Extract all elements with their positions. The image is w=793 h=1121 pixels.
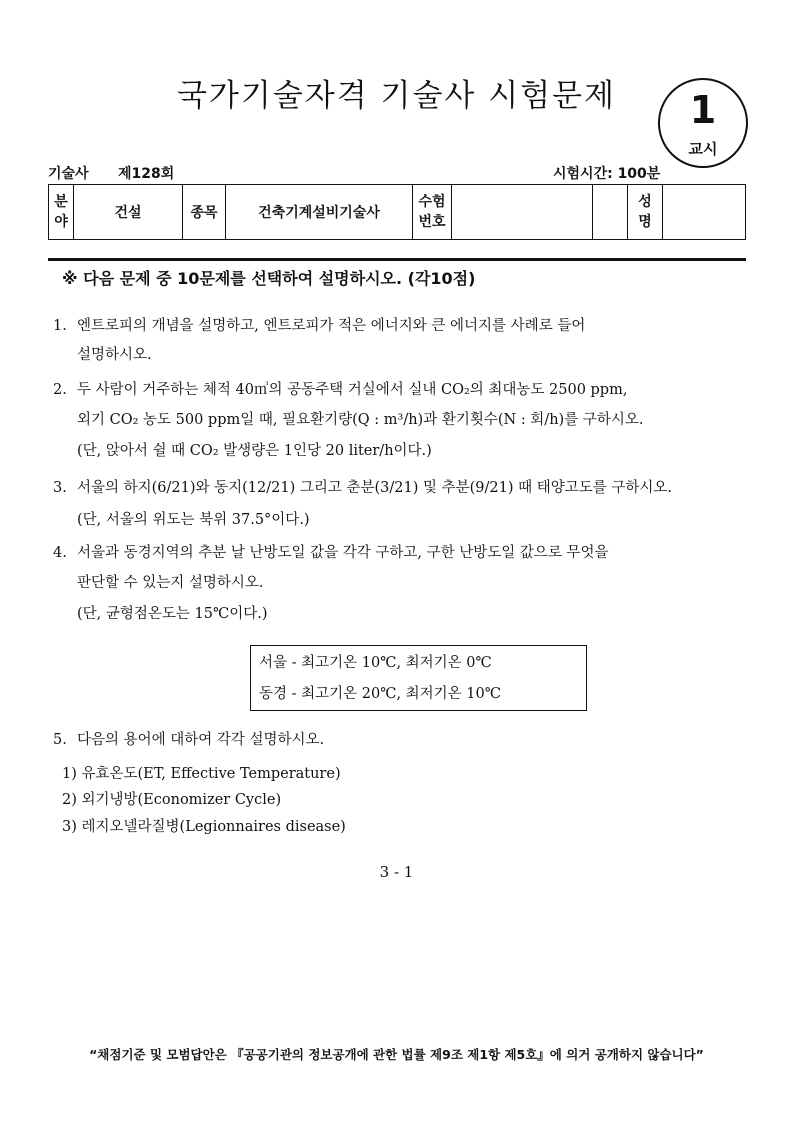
condition-tokyo: 동경 - 최고기온 20℃, 최저기온 10℃ [259, 686, 501, 702]
exam-name: 기술사 [48, 166, 89, 182]
question-line: 판단할 수 있는지 설명하시오. [77, 575, 264, 591]
conditions-box [250, 645, 587, 711]
question-line: (단, 균형점온도는 15℃이다.) [77, 606, 268, 622]
question-number: 1. [53, 318, 67, 334]
exam-time: 시험시간: 100분 [553, 166, 661, 182]
question-line: (단, 앉아서 쉴 때 CO₂ 발생량은 1인당 20 liter/h이다.) [77, 443, 432, 459]
session-number: 1 [689, 88, 717, 132]
name-label-cell [628, 185, 663, 240]
sub-item: 2) 외기냉방(Economizer Cycle) [62, 792, 282, 808]
number-label-bottom: 번호 [418, 214, 446, 230]
name-field[interactable] [663, 185, 746, 240]
question-number: 5. [53, 732, 67, 748]
question-number: 4. [53, 545, 67, 561]
divider [48, 258, 746, 261]
exam-title: 국가기술자격 기술사 시험문제 [176, 78, 616, 114]
blank-cell [593, 185, 628, 240]
condition-seoul: 서울 - 최고기온 10℃, 최저기온 0℃ [259, 655, 492, 671]
category-label: 종목 [183, 185, 226, 240]
page-number: 3 - 1 [379, 863, 414, 881]
question-line: 엔트로피의 개념을 설명하고, 엔트로피가 적은 에너지와 큰 에너지를 사례로 들어 [77, 318, 586, 334]
field-label-cell [49, 185, 74, 240]
field-label-top: 분 [54, 194, 68, 210]
question-line: 외기 CO₂ 농도 500 ppm일 때, 필요환기량(Q : m³/h)과 환기횟수(N : 회/h)를 구하시오. [77, 412, 644, 428]
category-value: 건축기계설비기술사 [226, 185, 413, 240]
exam-number-field[interactable] [452, 185, 593, 240]
sub-item: 3) 레지오넬라질병(Legionnaires disease) [62, 819, 346, 835]
sub-item: 1) 유효온도(ET, Effective Temperature) [62, 766, 341, 782]
question-line: (단, 서울의 위도는 북위 37.5°이다.) [77, 512, 310, 528]
instruction: ※ 다음 문제 중 10문제를 선택하여 설명하시오. (각10점) [62, 269, 476, 288]
exam-round: 제128회 [118, 166, 175, 182]
question-line: 두 사람이 거주하는 체적 40㎥의 공동주택 거실에서 실내 CO₂의 최대농도 2500 ppm, [77, 382, 628, 398]
question-line: 설명하시오. [77, 347, 152, 363]
question-number: 3. [53, 480, 67, 496]
question-line: 서울의 하지(6/21)와 동지(12/21) 그리고 춘분(3/21) 및 추분(9/21) 때 태양고도를 구하시오. [77, 480, 672, 496]
question-line: 서울과 동경지역의 추분 날 난방도일 값을 각각 구하고, 구한 난방도일 값으로 무엇을 [77, 545, 609, 561]
info-table [48, 184, 746, 240]
number-label-top: 수험 [418, 194, 446, 210]
number-label-cell [413, 185, 452, 240]
field-label-bottom: 야 [54, 214, 68, 230]
question-line: 다음의 용어에 대하여 각각 설명하시오. [77, 732, 325, 748]
field-value: 건설 [74, 185, 183, 240]
session-label: 교시 [688, 140, 718, 158]
name-label-top: 성 [638, 194, 652, 210]
disclosure-footer: “채점기준 및 모범답안은 『공공기관의 정보공개에 관한 법률 제9조 제1항 제5호』에 의거 공개하지 않습니다” [89, 1047, 704, 1062]
session-badge [658, 78, 748, 168]
name-label-bottom: 명 [638, 214, 652, 230]
question-number: 2. [53, 382, 67, 398]
